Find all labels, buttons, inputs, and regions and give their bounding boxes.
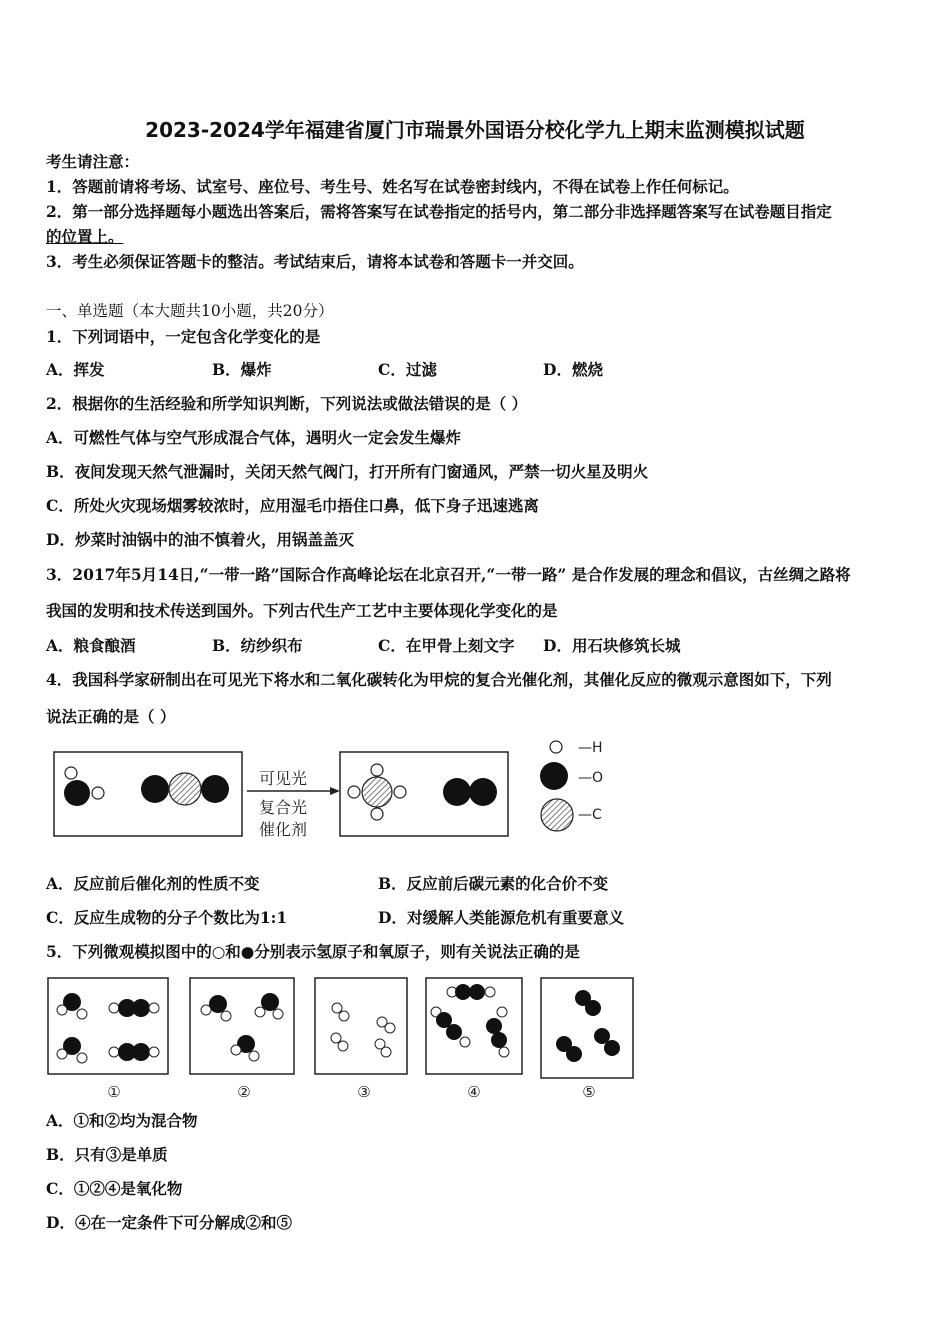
- notice-item-3: 3．考生必须保证答题卡的整洁。考试结束后，请将本试卷和答题卡一并交回。: [46, 252, 584, 271]
- q5-particle-diagrams: [44, 970, 644, 1102]
- q1-option-b: B．爆炸: [212, 360, 272, 379]
- legend-h-label: —H: [578, 740, 603, 756]
- q5-option-c: C．①②④是氧化物: [46, 1179, 183, 1198]
- h-atom: [348, 786, 360, 798]
- h-atom: [394, 786, 406, 798]
- q1-option-c: C．过滤: [378, 360, 437, 379]
- q4-option-c: C．反应生成物的分子个数比为1:1: [46, 908, 288, 927]
- diagram-box-1: [48, 978, 168, 1074]
- o-atom: [64, 780, 90, 806]
- q2-option-d: D．炒菜时油锅中的油不慎着火，用锅盖盖灭: [46, 530, 354, 549]
- q2-option-b: B．夜间发现天然气泄漏时，关闭天然气阀门，打开所有门窗通风，严禁一切火星及明火: [46, 462, 649, 481]
- notice-item-2-cont: 的位置上。: [46, 227, 124, 246]
- h-atom: [371, 808, 383, 820]
- notice-item-1: 1．答题前请将考场、试室号、座位号、考生号、姓名写在试卷密封线内，不得在试卷上作任何标记。: [46, 177, 739, 196]
- q3-stem-line1: 3．2017年5月14日,“一带一路”国际合作高峰论坛在北京召开,“一带一路” 是合作发展的理念和倡议，古丝绸之路将: [46, 565, 851, 584]
- q5-option-d: D．④在一定条件下可分解成②和⑤: [46, 1213, 292, 1232]
- legend-c-label: —C: [578, 807, 602, 823]
- q2-option-c: C．所处火灾现场烟雾较浓时，应用湿毛巾捂住口鼻，低下身子迅速逃离: [46, 496, 539, 515]
- q3-option-c: C．在甲骨上刻文字: [378, 636, 515, 655]
- diagram-label-2: ②: [237, 1083, 251, 1101]
- q4-option-a: A．反应前后催化剂的性质不变: [46, 874, 260, 893]
- q4-stem-line2: 说法正确的是（ ）: [46, 707, 176, 726]
- legend-c-icon: [541, 799, 573, 831]
- q4-option-d: D．对缓解人类能源危机有重要意义: [378, 908, 624, 927]
- h-atom: [371, 764, 383, 776]
- c-atom: [362, 777, 392, 807]
- diagram-label-5: ⑤: [582, 1083, 596, 1101]
- o-atom: [443, 778, 471, 806]
- q2-option-a: A．可燃性气体与空气形成混合气体，遇明火一定会发生爆炸: [46, 428, 462, 447]
- section-heading: 一、单选题（本大题共10小题，共20分）: [46, 302, 334, 320]
- q3-option-b: B．纺纱织布: [212, 636, 303, 655]
- arrow-label-bottom-2: 催化剂: [259, 820, 308, 839]
- q3-stem-line2: 我国的发明和技术传送到国外。下列古代生产工艺中主要体现化学变化的是: [46, 601, 558, 620]
- q2-stem: 2．根据你的生活经验和所学知识判断，下列说法或做法错误的是（ ）: [46, 394, 528, 413]
- q1-option-d: D．燃烧: [543, 360, 603, 379]
- q3-option-a: A．粮食酿酒: [46, 636, 136, 655]
- diagram-label-1: ①: [107, 1083, 121, 1101]
- notice-heading: 考生请注意：: [46, 152, 140, 171]
- diagram-box-2: [190, 978, 294, 1074]
- q4-stem-line1: 4．我国科学家研制出在可见光下将水和二氧化碳转化为甲烷的复合光催化剂，其催化反应的微观示意图如下，下列: [46, 670, 832, 689]
- o-atom: [201, 775, 229, 803]
- arrow-label-bottom-1: 复合光: [259, 798, 308, 817]
- diagram-label-4: ④: [467, 1083, 481, 1101]
- page-title: 2023-2024学年福建省厦门市瑞景外国语分校化学九上期末监测模拟试题: [145, 118, 805, 142]
- q5-option-b: B．只有③是单质: [46, 1145, 168, 1164]
- arrow-label-top: 可见光: [259, 769, 308, 788]
- h-atom: [92, 787, 104, 799]
- q5-stem: 5．下列微观模拟图中的○和●分别表示氢原子和氧原子，则有关说法正确的是: [46, 942, 580, 961]
- q4-reaction-diagram: [50, 736, 630, 846]
- h-atom: [65, 767, 77, 779]
- o-atom: [141, 775, 169, 803]
- q1-stem: 1．下列词语中，一定包含化学变化的是: [46, 327, 321, 346]
- q1-option-a: A．挥发: [46, 360, 105, 379]
- q5-option-a: A．①和②均为混合物: [46, 1111, 198, 1130]
- q4-option-b: B．反应前后碳元素的化合价不变: [378, 874, 609, 893]
- c-atom: [169, 773, 201, 805]
- legend-o-label: —O: [578, 770, 604, 786]
- legend-o-icon: [540, 762, 568, 790]
- o-atom: [469, 778, 497, 806]
- notice-item-2: 2．第一部分选择题每小题选出答案后，需将答案写在试卷指定的括号内，第二部分非选择题答案写在试卷题目指定: [46, 202, 832, 221]
- q3-option-d: D．用石块修筑长城: [543, 636, 681, 655]
- legend-h-icon: [550, 741, 562, 753]
- diagram-label-3: ③: [357, 1083, 371, 1101]
